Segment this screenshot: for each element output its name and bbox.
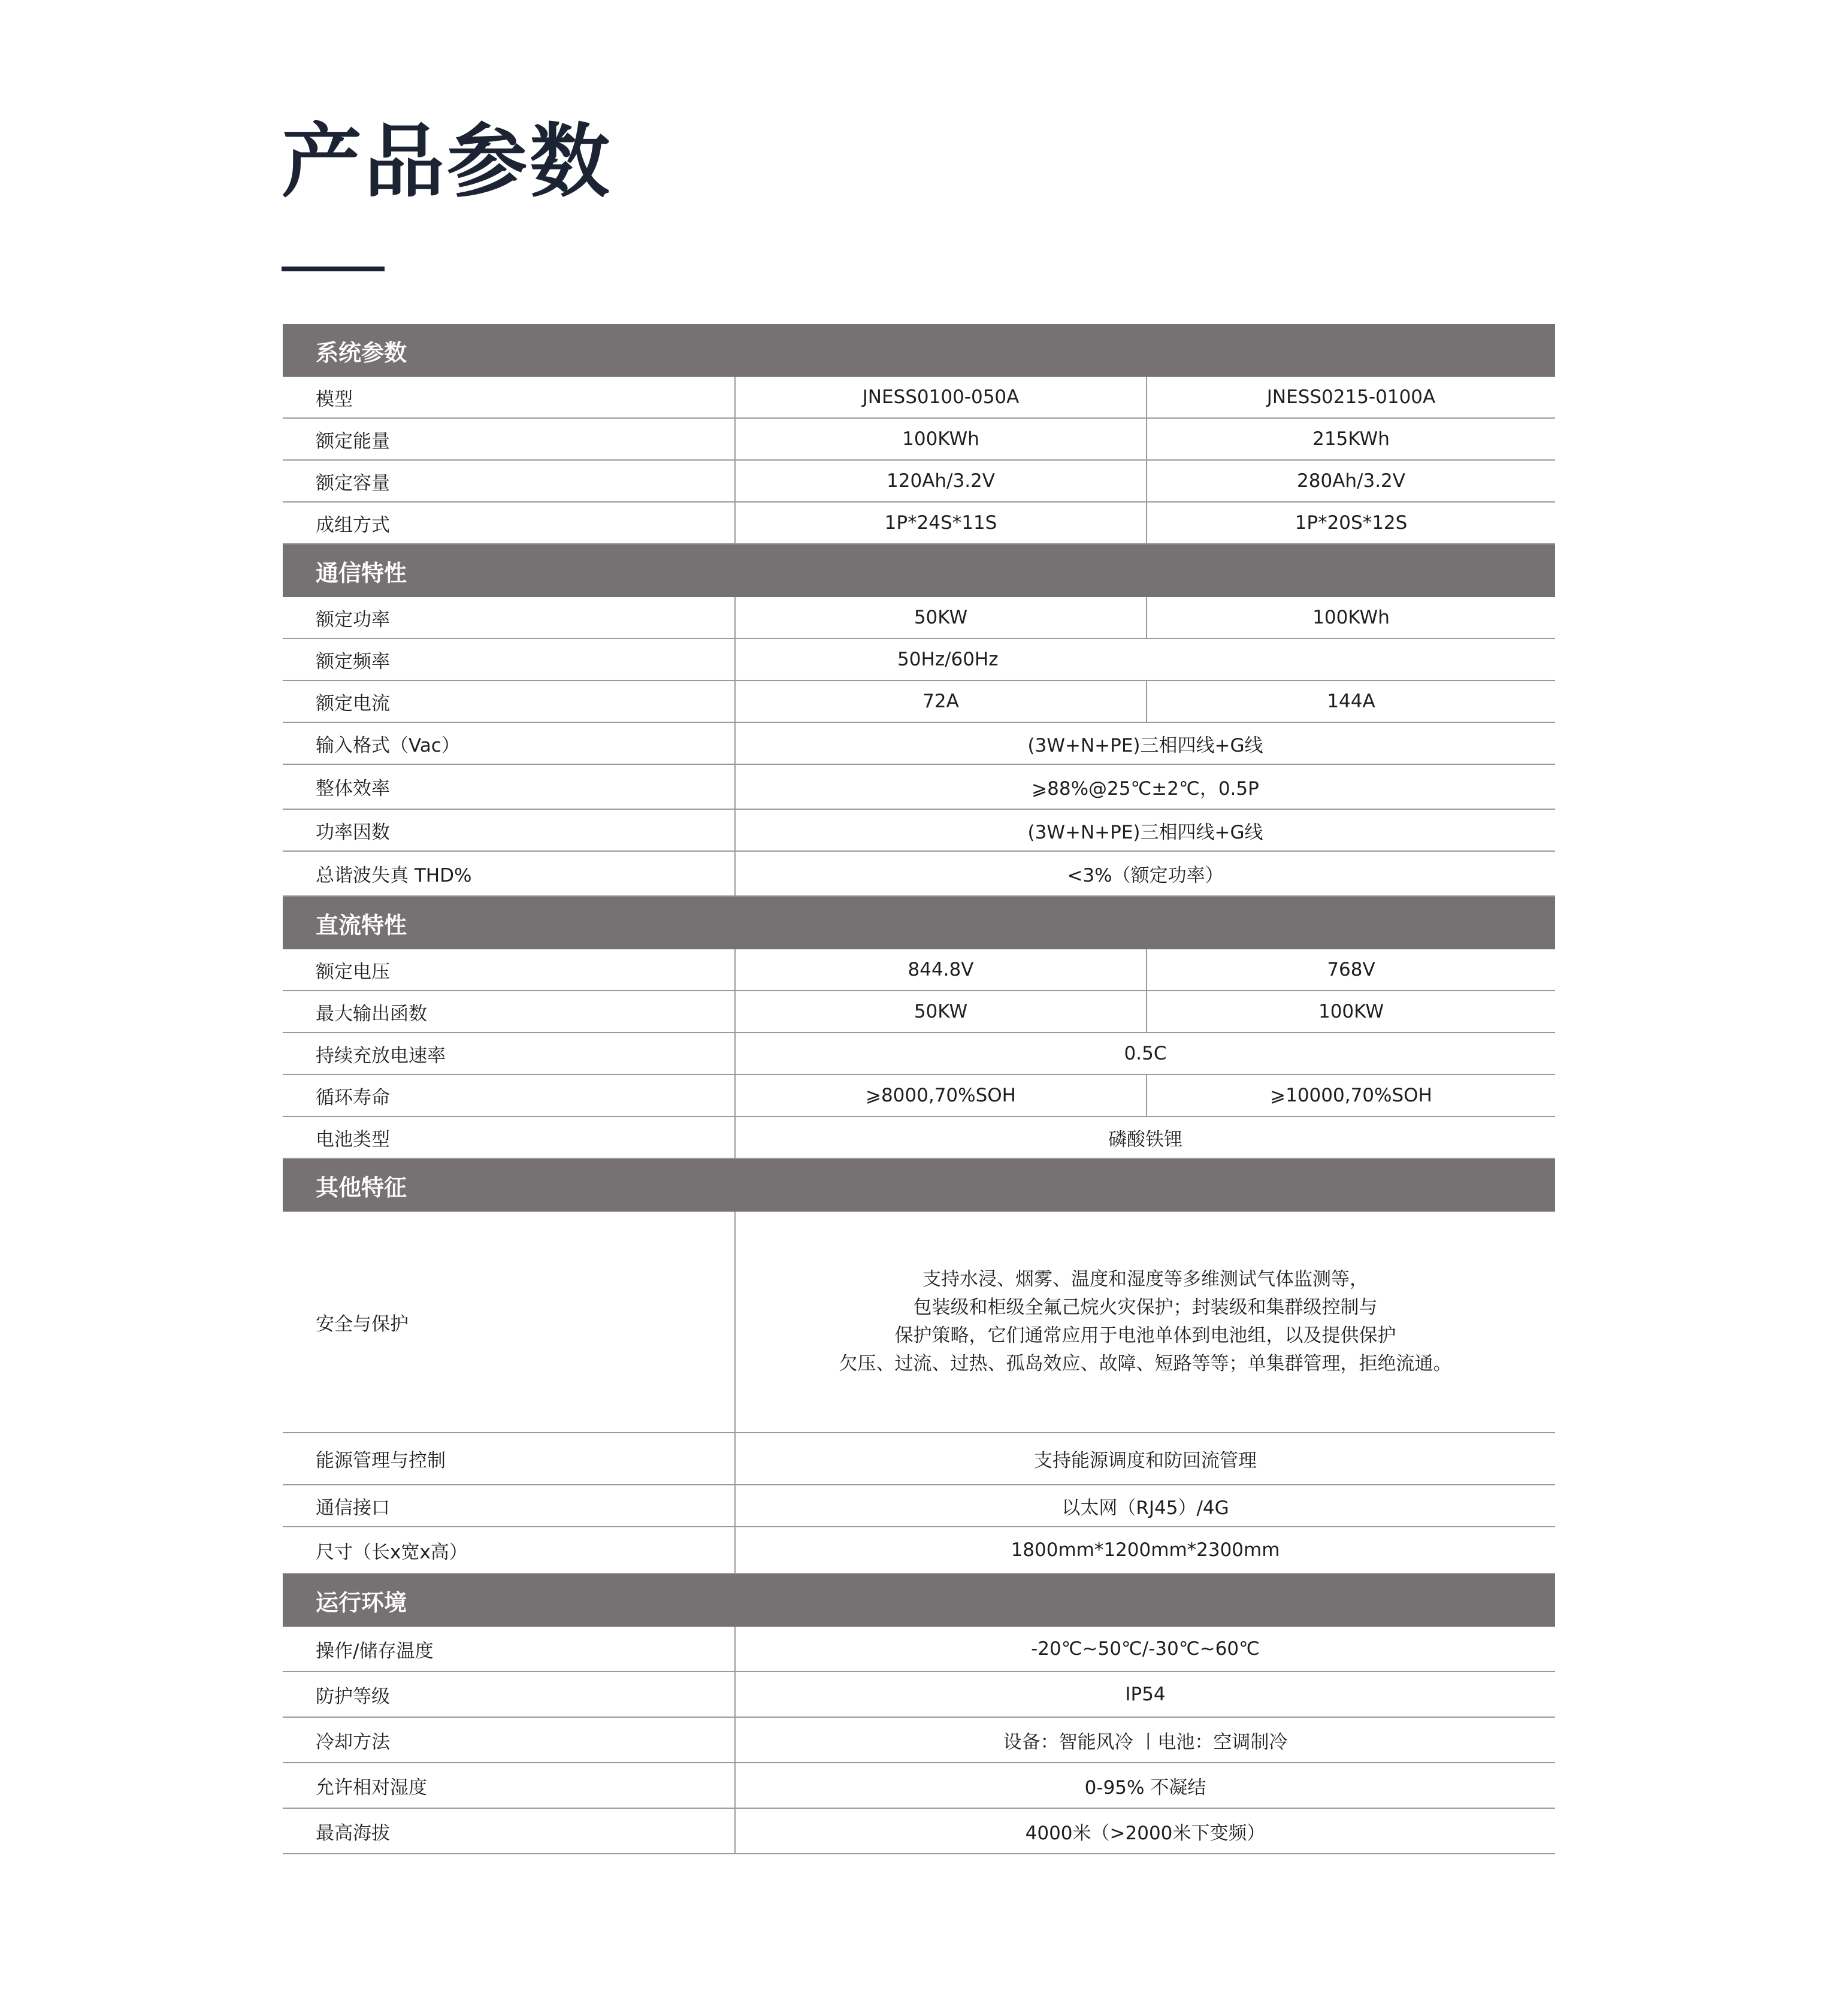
row-value-col1: 72A: [735, 680, 1147, 722]
table-row: [283, 1763, 1555, 1808]
row-value-col2: 1P*20S*12S: [1147, 502, 1555, 544]
row-label: 循环寿命: [283, 1074, 735, 1116]
row-value: 以太网（RJ45）/4G: [735, 1485, 1555, 1527]
table-row: [283, 1433, 1555, 1485]
row-value-col2: JNESS0215-0100A: [1147, 377, 1555, 418]
row-value: <3%（额定功率）: [735, 851, 1555, 896]
table-row: [283, 1717, 1555, 1763]
row-label: 通信接口: [283, 1485, 735, 1527]
row-label: 额定电压: [283, 949, 735, 991]
row-label: 额定能量: [283, 418, 735, 460]
row-value-col1: 50KW: [735, 597, 1147, 638]
table-row: [283, 377, 1555, 418]
row-label: 额定容量: [283, 460, 735, 502]
safety-description: [735, 1212, 1555, 1433]
section-title: 系统参数: [283, 324, 1555, 377]
row-value: 0-95% 不凝结: [735, 1763, 1555, 1808]
row-value: 50Hz/60Hz: [735, 638, 1555, 680]
row-label: 整体效率: [283, 764, 735, 809]
title-underline: [282, 267, 385, 271]
table-row: [283, 851, 1555, 896]
page-title: 产品参数: [282, 115, 613, 208]
row-value-col1: 50KW: [735, 991, 1147, 1033]
safety-line: 保护策略，它们通常应用于电池单体到电池组，以及提供保护: [894, 1325, 1396, 1346]
table-row: [283, 418, 1555, 460]
row-label: 冷却方法: [283, 1717, 735, 1763]
spec-table: [283, 324, 1555, 1854]
row-label: 额定功率: [283, 597, 735, 638]
row-label: 能源管理与控制: [283, 1433, 735, 1485]
table-row: [283, 991, 1555, 1033]
row-label: 允许相对湿度: [283, 1763, 735, 1808]
safety-line: 支持水浸、烟雾、温度和湿度等多维测试气体监测等，: [922, 1269, 1368, 1290]
section-header-dc: [283, 896, 1555, 949]
row-value: 0.5C: [735, 1033, 1555, 1074]
section-title: 运行环境: [283, 1573, 1555, 1627]
row-value: 1800mm*1200mm*2300mm: [735, 1527, 1555, 1573]
row-label: 总谐波失真 THD%: [283, 851, 735, 896]
row-label: 电池类型: [283, 1116, 735, 1158]
row-label: 最大输出函数: [283, 991, 735, 1033]
row-value: IP54: [735, 1672, 1555, 1717]
row-label: 功率因数: [283, 809, 735, 851]
table-row: [283, 809, 1555, 851]
row-value-col2: 100KWh: [1147, 597, 1555, 638]
row-value-col1: JNESS0100-050A: [735, 377, 1147, 418]
row-label: 操作/储存温度: [283, 1627, 735, 1672]
row-value: 支持能源调度和防回流管理: [735, 1433, 1555, 1485]
table-row: [283, 949, 1555, 991]
table-row: [283, 460, 1555, 502]
table-row: [283, 1527, 1555, 1573]
table-row: [283, 1074, 1555, 1116]
table-row: [283, 1672, 1555, 1717]
row-value: (3W+N+PE)三相四线+G线: [735, 722, 1555, 764]
table-row: [283, 1627, 1555, 1672]
table-row: [283, 1485, 1555, 1527]
row-label: 模型: [283, 377, 735, 418]
section-header-comm: [283, 544, 1555, 597]
section-header-env: [283, 1573, 1555, 1627]
row-label: 防护等级: [283, 1672, 735, 1717]
table-row: [283, 680, 1555, 722]
row-value-col1: 120Ah/3.2V: [735, 460, 1147, 502]
row-value: (3W+N+PE)三相四线+G线: [735, 809, 1555, 851]
row-value: 设备：智能风冷 丨电池：空调制冷: [735, 1717, 1555, 1763]
row-value: 4000米（>2000米下变频）: [735, 1808, 1555, 1854]
table-row: [283, 1033, 1555, 1074]
row-label: 尺寸（长x宽x高）: [283, 1527, 735, 1573]
row-value: ⩾88%@25℃±2℃，0.5P: [735, 764, 1555, 809]
table-row: [283, 502, 1555, 544]
safety-line: 欠压、过流、过热、孤岛效应、故障、短路等等；单集群管理，拒绝流通。: [839, 1353, 1452, 1375]
row-label: 输入格式（Vac）: [283, 722, 735, 764]
row-value-col1: 1P*24S*11S: [735, 502, 1147, 544]
row-label: 持续充放电速率: [283, 1033, 735, 1074]
row-label: 最高海拔: [283, 1808, 735, 1854]
table-row: [283, 1116, 1555, 1158]
row-value-col1: ⩾8000,70%SOH: [735, 1074, 1147, 1116]
row-value: -20℃~50℃/-30℃~60℃: [735, 1627, 1555, 1672]
row-value-col2: ⩾10000,70%SOH: [1147, 1074, 1555, 1116]
section-title: 直流特性: [283, 896, 1555, 949]
safety-line: 包装级和柜级全氟己烷火灾保护；封装级和集群级控制与: [913, 1297, 1378, 1318]
table-row-safety: [283, 1212, 1555, 1433]
row-value: 磷酸铁锂: [735, 1116, 1555, 1158]
section-header-system: [283, 324, 1555, 377]
row-value-col1: 844.8V: [735, 949, 1147, 991]
row-label: 额定电流: [283, 680, 735, 722]
row-label: 安全与保护: [283, 1212, 735, 1433]
row-value-col2: 100KW: [1147, 991, 1555, 1033]
section-title: 通信特性: [283, 544, 1555, 597]
section-header-other: [283, 1158, 1555, 1212]
row-value-col2: 215KWh: [1147, 418, 1555, 460]
table-row: [283, 722, 1555, 764]
row-value-col1: 100KWh: [735, 418, 1147, 460]
row-value-col2: 768V: [1147, 949, 1555, 991]
table-row: [283, 1808, 1555, 1854]
table-row: [283, 764, 1555, 809]
row-label: 成组方式: [283, 502, 735, 544]
row-value-col2: 144A: [1147, 680, 1555, 722]
row-value-col2: 280Ah/3.2V: [1147, 460, 1555, 502]
table-row: [283, 597, 1555, 638]
section-title: 其他特征: [283, 1158, 1555, 1212]
table-row: [283, 638, 1555, 680]
row-label: 额定频率: [283, 638, 735, 680]
